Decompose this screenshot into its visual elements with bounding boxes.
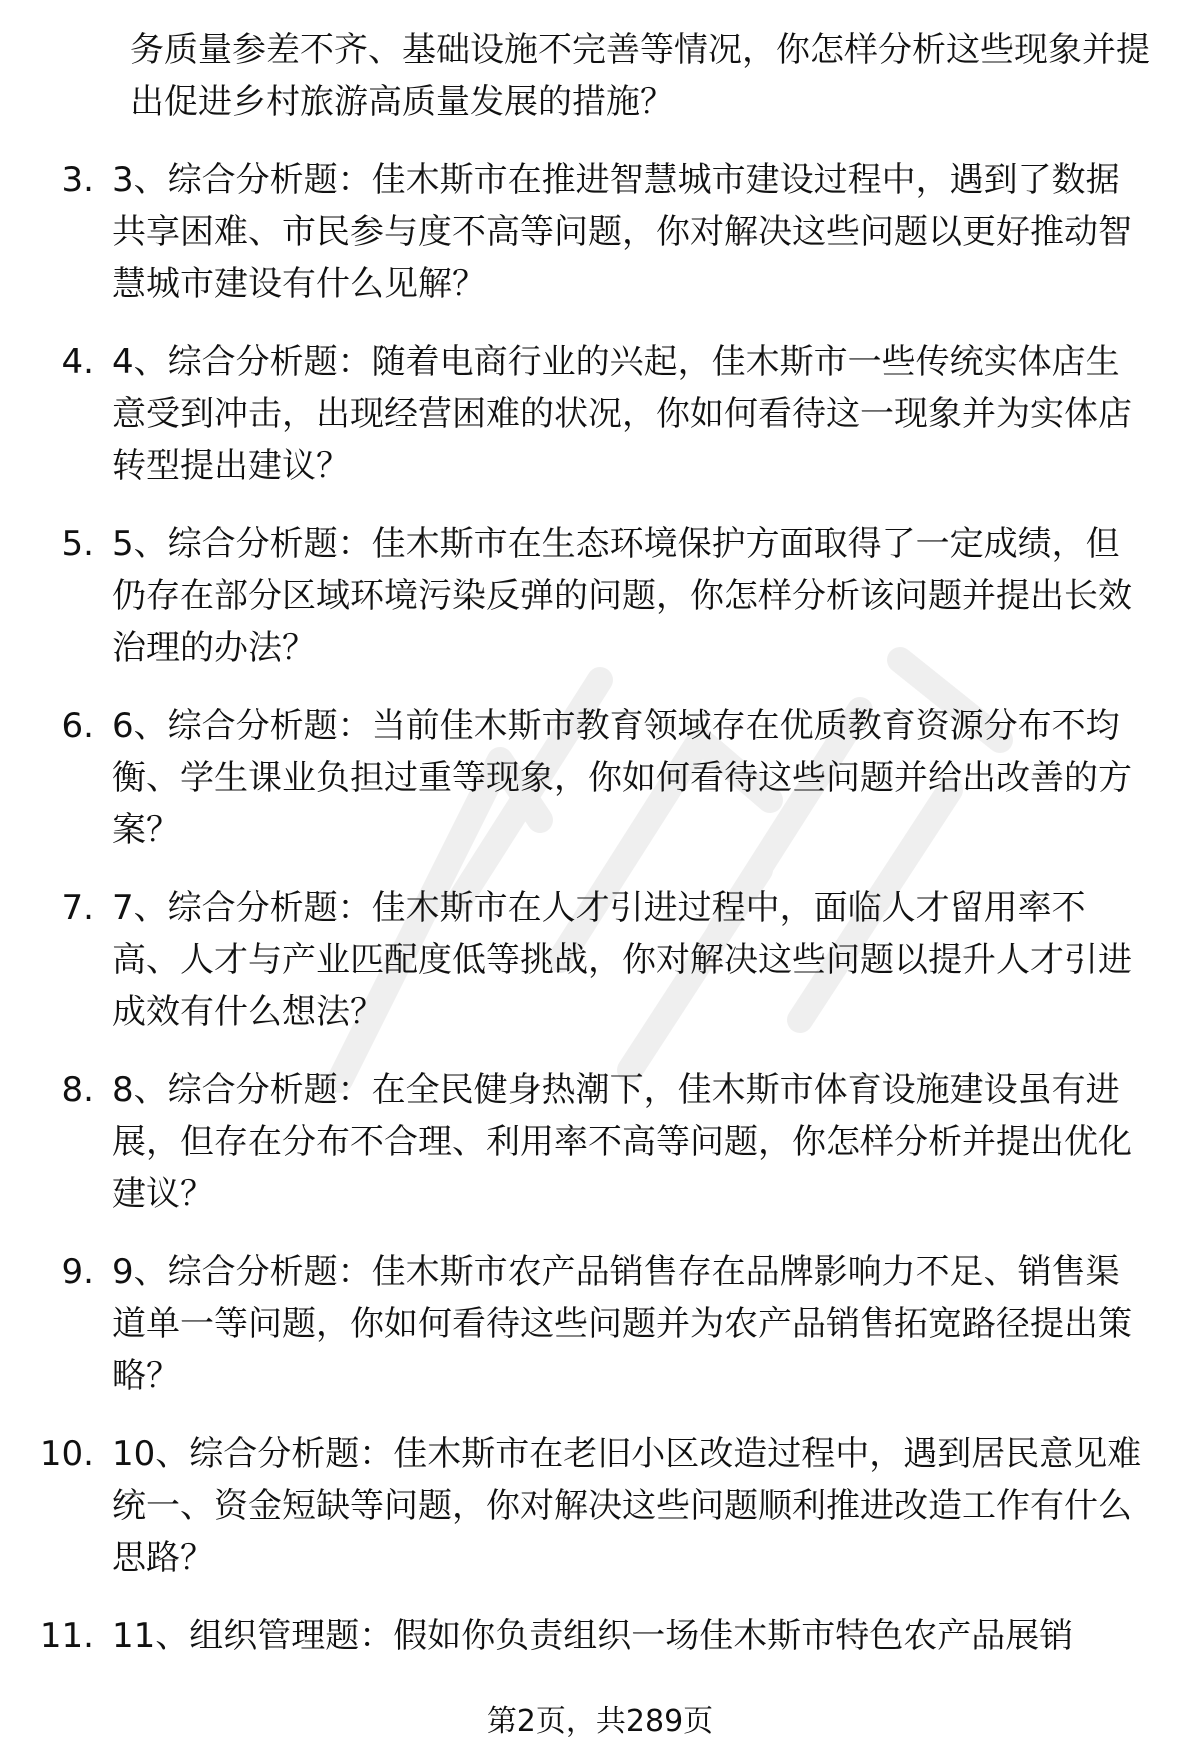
question-list	[0, 24, 1200, 1688]
previous-question-continuation: 务质量参差不齐、基础设施不完善等情况，你怎样分析这些现象并提出促进乡村旅游高质量发展的措施？	[130, 30, 1150, 122]
item-number: 6.	[61, 706, 94, 746]
item-number: 4.	[61, 342, 94, 382]
item-number: 9.	[61, 1252, 94, 1292]
item-text: 3、综合分析题：佳木斯市在推进智慧城市建设过程中，遇到了数据共享困难、市民参与度不高等问题，你对解决这些问题以更好推动智慧城市建设有什么见解？	[112, 160, 1132, 304]
item-text: 10、综合分析题：佳木斯市在老旧小区改造过程中，遇到居民意见难统一、资金短缺等问题，你对解决这些问题顺利推进改造工作有什么思路？	[112, 1434, 1142, 1578]
item-text: 6、综合分析题：当前佳木斯市教育领域存在优质教育资源分布不均衡、学生课业负担过重等现象，你如何看待这些问题并给出改善的方案？	[112, 706, 1132, 850]
list-item	[0, 1428, 1200, 1584]
item-number: 8.	[61, 1070, 94, 1110]
list-item	[0, 1246, 1200, 1402]
item-number: 3.	[61, 160, 94, 200]
item-number: 7.	[61, 888, 94, 928]
list-item	[0, 154, 1200, 310]
item-text: 8、综合分析题：在全民健身热潮下，佳木斯市体育设施建设虽有进展，但存在分布不合理、利用率不高等问题，你怎样分析并提出优化建议？	[112, 1070, 1132, 1214]
item-text: 7、综合分析题：佳木斯市在人才引进过程中，面临人才留用率不高、人才与产业匹配度低等挑战，你对解决这些问题以提升人才引进成效有什么想法？	[112, 888, 1132, 1032]
page-footer: 第2页，共289页	[486, 1704, 714, 1739]
list-item	[0, 1610, 1200, 1662]
item-number: 11.	[39, 1616, 94, 1656]
item-text: 9、综合分析题：佳木斯市农产品销售存在品牌影响力不足、销售渠道单一等问题，你如何看待这些问题并为农产品销售拓宽路径提出策略？	[112, 1252, 1132, 1396]
list-item	[0, 882, 1200, 1038]
item-number: 5.	[61, 524, 94, 564]
item-number: 10.	[39, 1434, 94, 1474]
list-item	[0, 1064, 1200, 1220]
item-text: 5、综合分析题：佳木斯市在生态环境保护方面取得了一定成绩，但仍存在部分区域环境污染反弹的问题，你怎样分析该问题并提出长效治理的办法？	[112, 524, 1132, 668]
list-item	[0, 700, 1200, 856]
list-item	[0, 336, 1200, 492]
item-text: 11、组织管理题：假如你负责组织一场佳木斯市特色农产品展销	[112, 1616, 1074, 1656]
list-item	[0, 518, 1200, 674]
item-text: 4、综合分析题：随着电商行业的兴起，佳木斯市一些传统实体店生意受到冲击，出现经营困难的状况，你如何看待这一现象并为实体店转型提出建议？	[112, 342, 1132, 486]
